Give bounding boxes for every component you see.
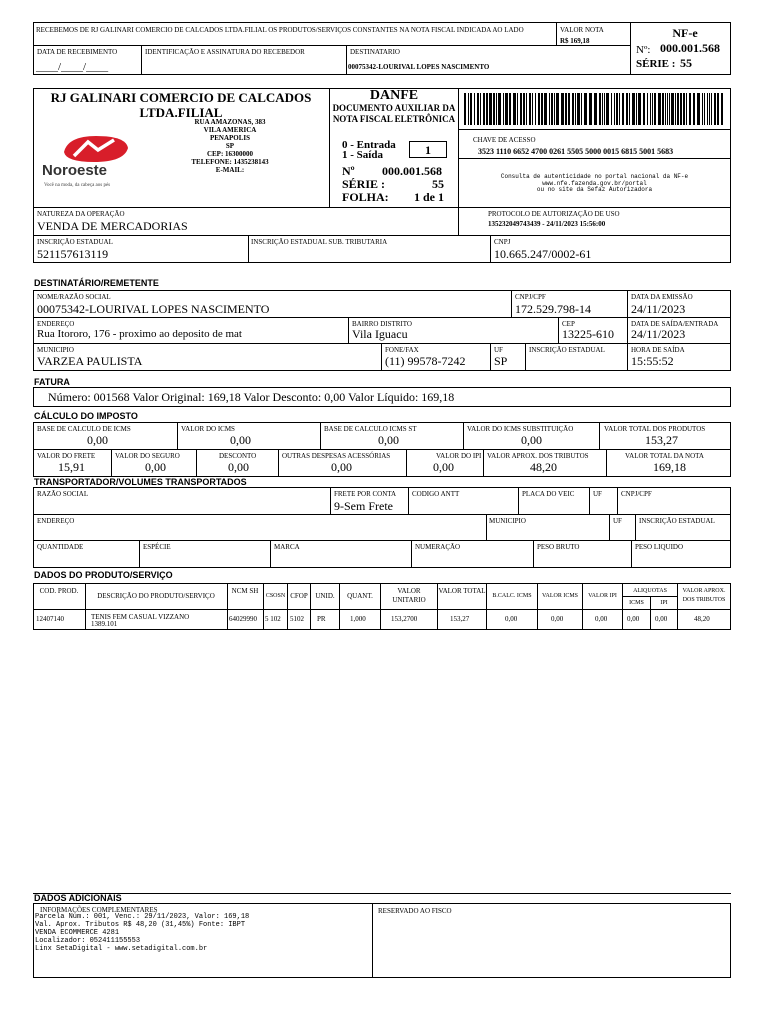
dest-endereco: Rua Itororo, 176 - proximo ao deposito de mat xyxy=(37,328,242,340)
dest-nome: 00075342-LOURIVAL LOPES NASCIMENTO xyxy=(37,302,270,316)
tr-peso-liquido-label: PESO LIQUIDO xyxy=(635,543,684,551)
tr-municipio-label: MUNICIPIO xyxy=(489,517,526,525)
desconto: 0,00 xyxy=(228,460,249,474)
outras-desp-label: OUTRAS DESPESAS ACESSÓRIAS xyxy=(282,452,391,460)
data-recebimento-blank: ____/____/____ xyxy=(36,61,109,73)
tr-placa-label: PLACA DO VEIC xyxy=(522,490,575,498)
fatura-text: Número: 001568 Valor Original: 169,18 Valor Desconto: 0,00 Valor Líquido: 169,18 xyxy=(48,390,455,404)
item-vtotal: 153,27 xyxy=(450,615,470,623)
v-icms-sub-label: VALOR DO ICMS SUBSTITUIÇÃO xyxy=(467,425,574,433)
tr-frete-label: FRETE POR CONTA xyxy=(334,490,397,498)
tr-especie-label: ESPÉCIE xyxy=(143,543,171,551)
v-total-nota: 169,18 xyxy=(653,460,686,474)
hdr-aprox: VALOR APROX. DOS TRIBUTOS xyxy=(682,588,726,603)
v-icms-label: VALOR DO ICMS xyxy=(181,425,235,433)
dest-uf-label: UF xyxy=(494,346,503,354)
dest-bairro: Vila Iguacu xyxy=(352,327,408,341)
item-desc2: 1389.101 xyxy=(91,620,118,628)
canhoto-numero-label: Nº: xyxy=(636,44,651,56)
canhoto-destinatario: 00075342-LOURIVAL LOPES NASCIMENTO xyxy=(348,63,490,71)
hdr-vicms: VALOR ICMS xyxy=(541,593,579,599)
dest-emissao-label: DATA DA EMISSÃO xyxy=(631,293,693,301)
dest-fone: (11) 99578-7242 xyxy=(385,354,466,368)
ie-st-label: INSCRIÇÃO ESTADUAL SUB. TRIBUTARIA xyxy=(251,238,388,246)
chave-value: 3523 1110 6652 4700 0261 5505 5000 0015 6815 5001 5683 xyxy=(478,147,674,156)
v-ipi-label: VALOR DO IPI xyxy=(436,452,482,460)
danfe-numero-label: Nº xyxy=(342,164,355,178)
dest-emissao: 24/11/2023 xyxy=(631,302,686,316)
protocolo-label: PROTOCOLO DE AUTORIZAÇÃO DE USO xyxy=(488,210,620,218)
dest-cep: 13225-610 xyxy=(562,327,614,341)
hdr-bcalc: B.CALC. ICMS xyxy=(492,593,532,599)
danfe-serie: 55 xyxy=(432,177,444,191)
item-cod: 12407140 xyxy=(36,615,64,623)
hdr-vunit: VALOR UNITARIO xyxy=(392,587,426,604)
info-line-5: Linx SetaDigital - www.setadigital.com.br xyxy=(35,945,208,953)
item-bcalc: 0,00 xyxy=(505,615,518,623)
item-vunit: 153,2700 xyxy=(391,615,418,623)
item-desc: TENIS FEM CASUAL VIZZANO xyxy=(91,613,190,621)
emitente-name: RJ GALINARI COMERCIO DE CALCADOS LTDA.FILIAL xyxy=(50,90,312,120)
danfe-subtitle: DOCUMENTO AUXILIAR DA NOTA FISCAL ELETRÔNICA xyxy=(332,103,456,124)
v-seguro: 0,00 xyxy=(145,460,166,474)
natureza-value: VENDA DE MERCADORIAS xyxy=(37,219,188,233)
danfe-title: DANFE xyxy=(369,88,419,103)
data-recebimento-label: DATA DE RECEBIMENTO xyxy=(37,48,118,56)
consulta-line-3: ou no site da Sefaz Autorizadora xyxy=(536,186,653,193)
v-frete: 15,91 xyxy=(58,460,85,474)
info-line-1: Parcela Num.: 001, Venc.: 29/11/2023, Valor: 169,18 xyxy=(35,913,250,921)
produtos-section: DADOS DO PRODUTO/SERVIÇO xyxy=(34,570,173,580)
item-aliq-icms: 0,00 xyxy=(627,615,640,623)
destinatario-section: DESTINATÁRIO/REMETENTE xyxy=(34,278,159,288)
danfe-tipo: 1 xyxy=(425,143,431,157)
ie-label: INSCRIÇÃO ESTADUAL xyxy=(37,238,113,246)
emitente-city: PENAPOLIS xyxy=(209,134,251,142)
desconto-label: DESCONTO xyxy=(219,452,257,460)
dest-endereco-label: ENDEREÇO xyxy=(37,320,75,328)
dest-uf: SP xyxy=(494,354,508,368)
tr-razao-label: RAZÃO SOCIAL xyxy=(37,490,89,498)
item-csosn: 5 102 xyxy=(265,615,281,623)
item-ncm: 64029990 xyxy=(229,615,257,623)
bc-icms-st-label: BASE DE CALCULO ICMS ST xyxy=(324,425,417,433)
emitente-email: E-MAIL: xyxy=(215,166,245,174)
cnpj-value: 10.665.247/0002-61 xyxy=(494,247,592,261)
hdr-unid: UNID. xyxy=(315,592,335,600)
chave-label: CHAVE DE ACESSO xyxy=(473,136,536,144)
item-quant: 1,000 xyxy=(350,615,366,623)
info-line-2: Val. Aprox. Tributos R$ 48,20 (31,45%) Fonte: IBPT xyxy=(35,921,246,929)
tr-peso-bruto-label: PESO BRUTO xyxy=(537,543,580,551)
destinatario-label: DESTINATARIO xyxy=(350,48,400,56)
hdr-vtotal: VALOR TOTAL xyxy=(438,587,486,595)
info-label: INFORMAÇÕES COMPLEMENTARES xyxy=(40,906,158,914)
logo-text: Noroeste xyxy=(42,162,108,179)
emitente-district: VILA AMERICA xyxy=(203,126,257,134)
dest-fone-label: FONE/FAX xyxy=(385,346,419,354)
tr-quantidade-label: QUANTIDADE xyxy=(37,543,84,551)
v-frete-label: VALOR DO FRETE xyxy=(37,452,96,460)
info-line-3: VENDA ECOMMERCE 4281 xyxy=(35,929,120,937)
item-vipi: 0,00 xyxy=(595,615,608,623)
dest-bairro-label: BAIRRO DISTRITO xyxy=(352,320,412,328)
item-aprox: 48,20 xyxy=(694,615,710,623)
hdr-aliq-icms: ICMS xyxy=(629,600,644,606)
natureza-label: NATUREZA DA OPERAÇÃO xyxy=(37,210,125,218)
tr-frete: 9-Sem Frete xyxy=(334,499,393,513)
valor-nota-label: VALOR NOTA xyxy=(560,26,604,34)
fatura-section: FATURA xyxy=(34,377,70,387)
danfe-numero: 000.001.568 xyxy=(382,164,442,178)
hdr-desc: DESCRIÇÃO DO PRODUTO/SERVIÇO xyxy=(97,592,215,600)
item-unid: PR xyxy=(317,615,326,623)
consulta-line-1: Consulta de autenticidade no portal nacional da NF-e xyxy=(500,173,689,180)
danfe-serie-label: SÉRIE : xyxy=(342,177,386,191)
imposto-section: CÁLCULO DO IMPOSTO xyxy=(34,411,138,421)
dest-hora: 15:55:52 xyxy=(631,354,674,368)
tr-cnpj-label: CNPJ/CPF xyxy=(621,490,652,498)
danfe-saida: 1 - Saída xyxy=(342,149,383,161)
v-seguro-label: VALOR DO SEGURO xyxy=(115,452,180,460)
hdr-cod: COD. PROD. xyxy=(39,587,79,595)
fisco-label: RESERVADO AO FISCO xyxy=(378,907,452,915)
item-aliq-ipi: 0,00 xyxy=(655,615,668,623)
hdr-csosn: CSOSN xyxy=(265,593,286,599)
bc-icms-label: BASE DE CALCULO DE ICMS xyxy=(37,425,131,433)
outras-desp: 0,00 xyxy=(331,460,352,474)
noroeste-logo-icon xyxy=(58,132,138,166)
v-aprox: 48,20 xyxy=(530,460,557,474)
dest-hora-label: HORA DE SAÍDA xyxy=(631,346,685,354)
nfe-label: NF-e xyxy=(672,26,698,40)
hdr-ncm: NCM SH xyxy=(231,587,259,595)
emitente-state: SP xyxy=(225,142,235,150)
dest-saida-label: DATA DE SAÍDA/ENTRADA xyxy=(631,320,719,328)
logo-tagline: Você na moda, da cabeça aos pés xyxy=(44,183,111,188)
dest-cnpj-label: CNPJ/CPF xyxy=(515,293,546,301)
dest-nome-label: NOME/RAZÃO SOCIAL xyxy=(37,293,111,301)
v-total-nota-label: VALOR TOTAL DA NOTA xyxy=(625,452,704,460)
tr-numeracao-label: NUMERAÇÃO xyxy=(415,543,461,551)
dest-municipio: VARZEA PAULISTA xyxy=(37,354,143,368)
emitente-phone: TELEFONE: 1435238143 xyxy=(191,158,269,166)
emitente-cep: CEP: 16300000 xyxy=(206,150,254,158)
barcode-icon xyxy=(464,93,726,125)
dest-saida: 24/11/2023 xyxy=(631,327,686,341)
hdr-cfop: CFOP xyxy=(290,592,308,600)
tr-antt-label: CODIGO ANTT xyxy=(412,490,460,498)
hdr-vipi: VALOR IPI xyxy=(588,593,617,599)
bc-icms-st: 0,00 xyxy=(378,433,399,447)
canhoto-received-text: RECEBEMOS DE RJ GALINARI COMERCIO DE CALCADOS LTDA.FILIAL OS PRODUTOS/SERVIÇOS CONSTANTES NA NOTA FISCAL INDICADA AO LADO xyxy=(36,26,524,34)
dest-cep-label: CEP xyxy=(562,320,575,328)
canhoto-numero: 000.001.568 xyxy=(660,41,720,55)
hdr-aliq: ALIQUOTAS xyxy=(633,588,667,594)
v-total-produtos: 153,27 xyxy=(645,433,678,447)
emitente-address: RUA AMAZONAS, 383 xyxy=(194,118,266,126)
tr-uf2-label: UF xyxy=(613,517,622,525)
v-icms: 0,00 xyxy=(230,433,251,447)
v-icms-sub: 0,00 xyxy=(521,433,542,447)
info-line-4: Localizador: 052411155553 xyxy=(35,937,141,945)
valor-nota: R$ 169,18 xyxy=(560,37,590,45)
cnpj-label: CNPJ xyxy=(494,238,511,246)
tr-ie-label: INSCRIÇÃO ESTADUAL xyxy=(639,517,715,525)
v-ipi: 0,00 xyxy=(433,460,454,474)
dest-cnpj: 172.529.798-14 xyxy=(515,302,591,316)
danfe-folha-label: FOLHA: xyxy=(342,190,389,204)
tr-marca-label: MARCA xyxy=(274,543,300,551)
v-aprox-label: VALOR APROX. DOS TRIBUTOS xyxy=(487,452,589,460)
hdr-quant: QUANT. xyxy=(347,592,373,600)
consulta-line-2: www.nfe.fazenda.gov.br/portal xyxy=(542,180,647,187)
protocolo-value: 135232049743439 - 24/11/2023 15:56:00 xyxy=(488,220,606,228)
adicionais-section: DADOS ADICIONAIS xyxy=(34,893,122,903)
danfe-entrada: 0 - Entrada xyxy=(342,139,396,151)
tr-endereco-label: ENDEREÇO xyxy=(37,517,75,525)
item-vicms: 0,00 xyxy=(551,615,564,623)
hdr-aliq-ipi: IPI xyxy=(660,600,668,606)
bc-icms: 0,00 xyxy=(87,433,108,447)
v-total-produtos-label: VALOR TOTAL DOS PRODUTOS xyxy=(604,425,706,433)
canhoto-serie-label: SÉRIE : xyxy=(636,58,676,70)
canhoto-serie: 55 xyxy=(680,56,692,70)
ident-label: IDENTIFICAÇÃO E ASSINATURA DO RECEBEDOR xyxy=(145,48,305,56)
transportador-section: TRANSPORTADOR/VOLUMES TRANSPORTADOS xyxy=(34,477,247,487)
danfe-folha: 1 de 1 xyxy=(414,190,444,204)
tr-uf-label: UF xyxy=(593,490,602,498)
item-cfop: 5102 xyxy=(290,615,304,623)
dest-ie-label: INSCRIÇÃO ESTADUAL xyxy=(529,346,605,354)
dest-municipio-label: MUNICIPIO xyxy=(37,346,74,354)
ie-value: 521157613119 xyxy=(37,247,109,261)
